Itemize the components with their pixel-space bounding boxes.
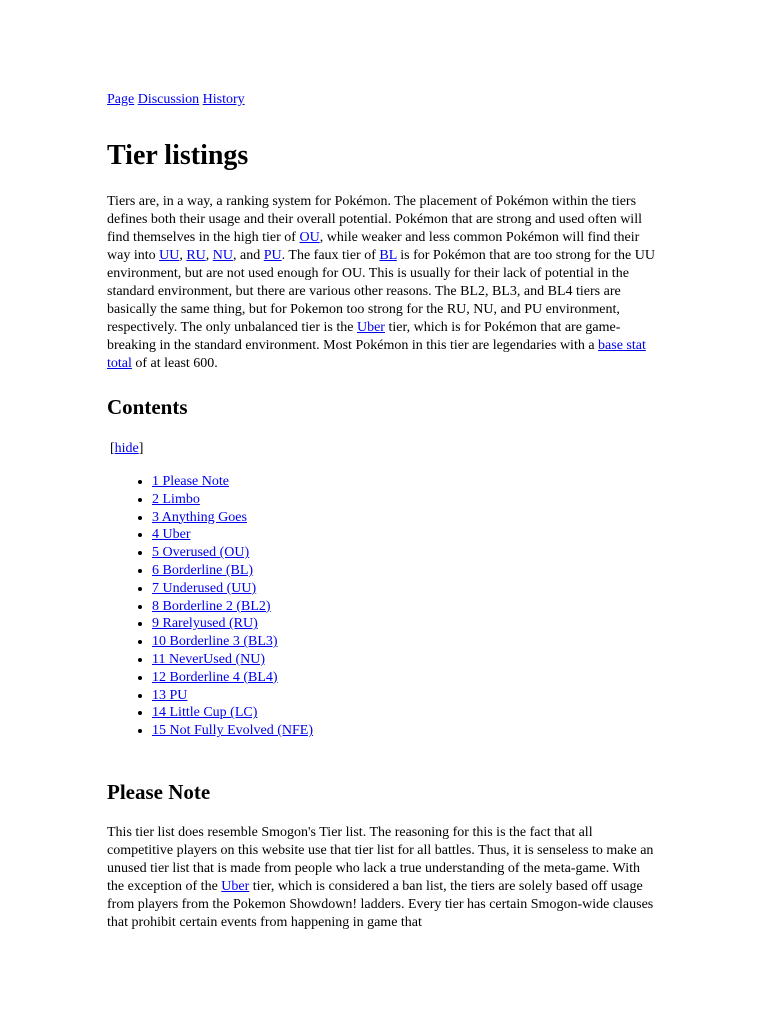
toc-close-bracket: ] (138, 441, 144, 456)
toc-item (152, 580, 657, 598)
toc-item (152, 562, 657, 580)
toc-toggle (107, 439, 657, 459)
toc-item (152, 526, 657, 544)
toc-item (152, 491, 657, 509)
link-base-stat-total[interactable]: base stat total (107, 338, 646, 371)
link-ou[interactable]: OU (299, 230, 320, 245)
intro-text: is for Pokémon that are too strong for the UU environment, but are not used enough for OU. This is usually for their lack of potential in the standard environment, but there are various other reasons. The BL2, BL3, and BL4 tiers are basically the same thing, but for Pokemon too strong for the RU, NU, and PU environment, respectively. The only unbalanced tier is the (107, 248, 655, 335)
tab-discussion[interactable]: Discussion (137, 92, 200, 107)
tab-page[interactable]: Page (107, 92, 135, 107)
link-nu[interactable]: NU (212, 248, 234, 263)
intro-text: . The faux tier of (281, 248, 380, 263)
toc-link-anything-goes[interactable]: 3 Anything Goes (152, 509, 247, 525)
intro-paragraph (107, 193, 657, 373)
toc-item (152, 687, 657, 705)
link-uber-note[interactable]: Uber (221, 878, 250, 894)
toc-link-borderline-4[interactable]: 12 Borderline 4 (BL4) (152, 669, 278, 685)
note-text: tier, which is considered a ban list, the tiers are solely based off usage from players from the Pokemon Showdown! ladders. Every tier has certain Smogon-wide clauses that prohibit certain events from happening in game that (107, 878, 654, 930)
toc-link-limbo[interactable]: 2 Limbo (152, 491, 200, 507)
article (107, 90, 657, 932)
link-bl[interactable]: BL (379, 248, 397, 263)
toc-link-not-fully-evolved[interactable]: 15 Not Fully Evolved (NFE) (152, 723, 313, 739)
page-tabs (107, 90, 657, 110)
toc-link-rarelyused[interactable]: 9 Rarelyused (RU) (152, 616, 258, 632)
intro-text: tier, which is for Pokémon that are game-breaking in the standard environment. Most Pokémon in this tier are legendaries with a (107, 320, 621, 353)
intro-text: , (205, 248, 213, 263)
intro-text: of at least 600. (131, 356, 218, 371)
intro-text: , while weaker and less common Pokémon will find their way into (107, 230, 640, 263)
toc-item (152, 722, 657, 740)
link-uu[interactable]: UU (159, 248, 180, 263)
toc-item (152, 704, 657, 722)
page-title: Tier listings (107, 140, 249, 171)
please-note-paragraph (107, 824, 657, 932)
toc-item (152, 669, 657, 687)
toc-link-little-cup[interactable]: 14 Little Cup (LC) (152, 705, 258, 721)
toc-link-underused[interactable]: 7 Underused (UU) (152, 580, 257, 596)
tab-history[interactable]: History (202, 92, 245, 107)
please-note-heading: Please Note (107, 779, 211, 804)
link-uber[interactable]: Uber (356, 320, 385, 335)
link-ru[interactable]: RU (186, 248, 206, 263)
toc-item (152, 651, 657, 669)
link-pu[interactable]: PU (263, 248, 282, 263)
toc-item (152, 633, 657, 651)
toc-link-borderline-3[interactable]: 10 Borderline 3 (BL3) (152, 634, 278, 650)
toc-item (152, 598, 657, 616)
toc-link-borderline[interactable]: 6 Borderline (BL) (152, 562, 254, 578)
toc-link-pu[interactable]: 13 PU (152, 687, 188, 703)
toc-link-please-note[interactable]: 1 Please Note (152, 474, 229, 489)
note-text: This tier list does resemble Smogon's Tier list. The reasoning for this is the fact that all competitive players on this website use that tier list for all battles. Thus, it is senseless to make an unused tier list that is made from people who lack a true understanding of the meta-game. With the exception of the (107, 824, 654, 894)
toc-hide-link[interactable]: hide (114, 441, 139, 456)
toc-list (107, 473, 657, 740)
toc-link-neverused[interactable]: 11 NeverUsed (NU) (152, 651, 265, 667)
toc-open-bracket: [ (110, 441, 115, 456)
toc-item (152, 473, 657, 491)
intro-text: Tiers are, in a way, a ranking system for Pokémon. The placement of Pokémon within the tiers defines both their usage and their overall potential. Pokémon that are strong and used often will find themselves in the high tier of (107, 194, 642, 245)
intro-text: , and (233, 248, 264, 263)
toc-item (152, 615, 657, 633)
toc-link-overused[interactable]: 5 Overused (OU) (152, 545, 250, 561)
toc-item (152, 509, 657, 527)
toc-link-borderline-2[interactable]: 8 Borderline 2 (BL2) (152, 598, 271, 614)
intro-text: , (179, 248, 187, 263)
contents-heading: Contents (107, 395, 188, 419)
toc-item (152, 544, 657, 562)
toc-link-uber[interactable]: 4 Uber (152, 527, 191, 543)
